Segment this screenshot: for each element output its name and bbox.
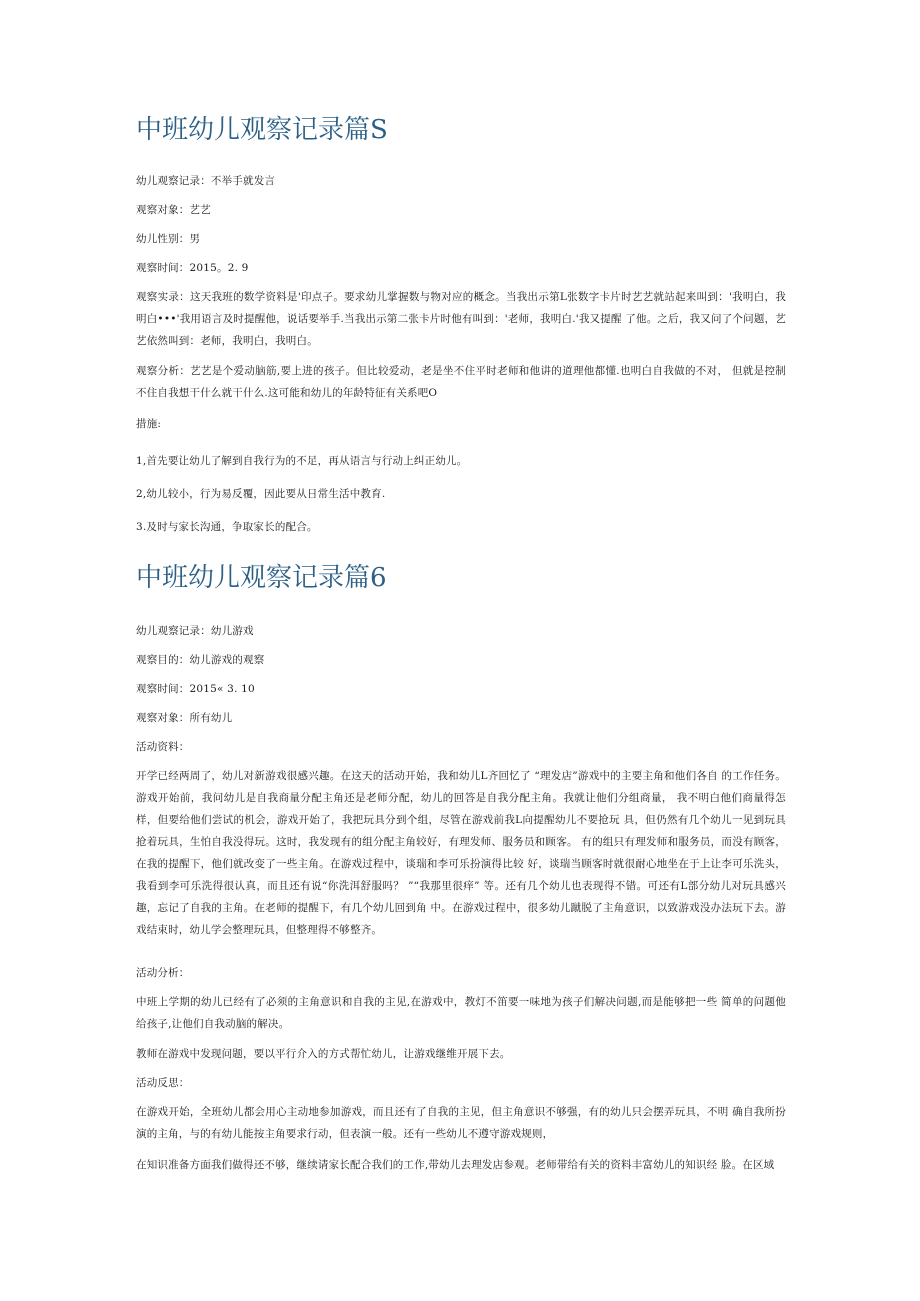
s1-analysis: 观察分析：艺艺是个爱动脑筋,要上进的孩子。但比较爱动，老是坐不住平时老师和他讲的道理他都懂.也明白自我做的不对， 但就是控制不住自我想干什么就干什么.这可能和幼儿的年龄特征有关系吧O	[136, 365, 786, 399]
s1-facts: 观察实录：这天我班的数学资料是'印点子。要求幼儿掌握数与物对应的概念。当我出示第L张数字卡片时艺艺就站起来叫到：'我明白，我明白•••'我用语言及时提醒他，说话要举手.当我出示第二张卡片时他有叫到：'老师，我明白.'我又提醒 了他。之后，我又问了个问题，艺艺依然叫到：老师，我明白，我明白。	[136, 291, 786, 347]
s1-record: 幼儿观察记录：不举手就发言	[136, 175, 276, 187]
s1-measure-2: 2,幼儿较小，行为易反覆，因此要从日常生活中教育.	[136, 488, 386, 500]
s2-analysis-label: 活动分析：	[136, 967, 190, 979]
s1-gender: 幼儿性别：男	[136, 233, 201, 245]
s2-reflection-2: 在知识准备方面我们做得还不够，继续请家长配合我们的工作,带幼儿去理发店参观。老师带给有关的资料丰富幼儿的知识经 脸。在区域	[136, 1159, 775, 1171]
s1-measure-3: 3.及时与家长沟通，争取家长的配合。	[136, 521, 318, 533]
s1-subject: 观察对象：艺艺	[136, 204, 211, 216]
section1-title: 中班幼儿观察记录篇S	[136, 115, 388, 145]
s2-subject: 观察对象：所有幼儿	[136, 712, 233, 724]
s2-analysis-1: 中班上学期的幼儿已经有了必须的主角意识和自我的主见,在游戏中，教灯不笛要一味地为孩子们解决问题,而是能够把一些 简单的问题他给孩子,让他们自我动脑的解决。	[136, 996, 786, 1030]
s2-analysis-2: 教师在游戏中发现问题，要以平行介入的方式帮忙幼儿，让游戏继维开展下去。	[136, 1048, 511, 1060]
s2-activity: 开学已经两周了，幼儿对新游戏很感兴趣。在这天的活动开始，我和幼儿L齐回忆了 “理发店”游戏中的主要主角和他们各自 的工作任务。游戏开始前，我问幼儿是自我商量分配主角还是老师分配，幼儿的回答是自我分配主角。我就让他们分组商量， 我不明白他们商量得怎样，但要给他们尝试的机会，游戏开始了，我把玩具分到个组，尽管在游戏前我L向提醒幼儿不要抢玩 具，但仍然有几个幼儿一见到玩具抢着玩具，生怕自我没得玩。这时，我发现有的组分配主角较好，有理发师、服务员和顾客。 有的组只有理发师和服务员，而没有顾客，在我的提醒下，他们就改变了一些主角。在游戏过程中，谈瑞和李可乐扮演得比较 好，谈瑞当顾客时就很耐心地坐在于上让李可乐洗头，我看到李可乐洗得很认真，而且还有说“你洗洱舒服吗？ ”“我那里很痒” 等。还有几个幼儿也表现得不错。可还有L部分幼儿对玩具感兴趣，忘记了自我的主角。在老师的提醒下，有几个幼儿回到角 中。在游戏过程中，很多幼儿蹴脱了主角意识，以致游戏没办法玩下去。游戏结束时，幼儿学会整理玩具，但整理得不够整齐。	[136, 770, 786, 936]
section2-title: 中班幼儿观察记录篇6	[136, 563, 387, 593]
s2-purpose: 观察目的：幼儿游戏的观察	[136, 654, 265, 666]
s2-reflection-label: 活动反思：	[136, 1077, 190, 1089]
s1-time: 观察时间：2015。2. 9	[136, 262, 249, 274]
s1-measures-label: 措施:	[136, 418, 162, 430]
s2-activity-label: 活动资料：	[136, 741, 190, 753]
s2-time: 观察时间：2015« 3. 10	[136, 683, 255, 695]
s1-measure-1: 1,首先要让幼儿了解到自我行为的不足，再从语言与行动上纠正幼儿。	[136, 455, 468, 467]
s2-reflection-1: 在游戏开始，全班幼儿都会用心主动地参加游戏，而且还有了自我的主见，但主角意识不够强，有的幼儿只会摆弄玩具，不明 确自我所扮演的主角，与的有幼儿能按主角要求行动，但表演一般。还有一些幼儿不遵守游戏规则，	[136, 1106, 786, 1140]
s2-record: 幼儿观察记录：幼儿游戏	[136, 625, 254, 637]
